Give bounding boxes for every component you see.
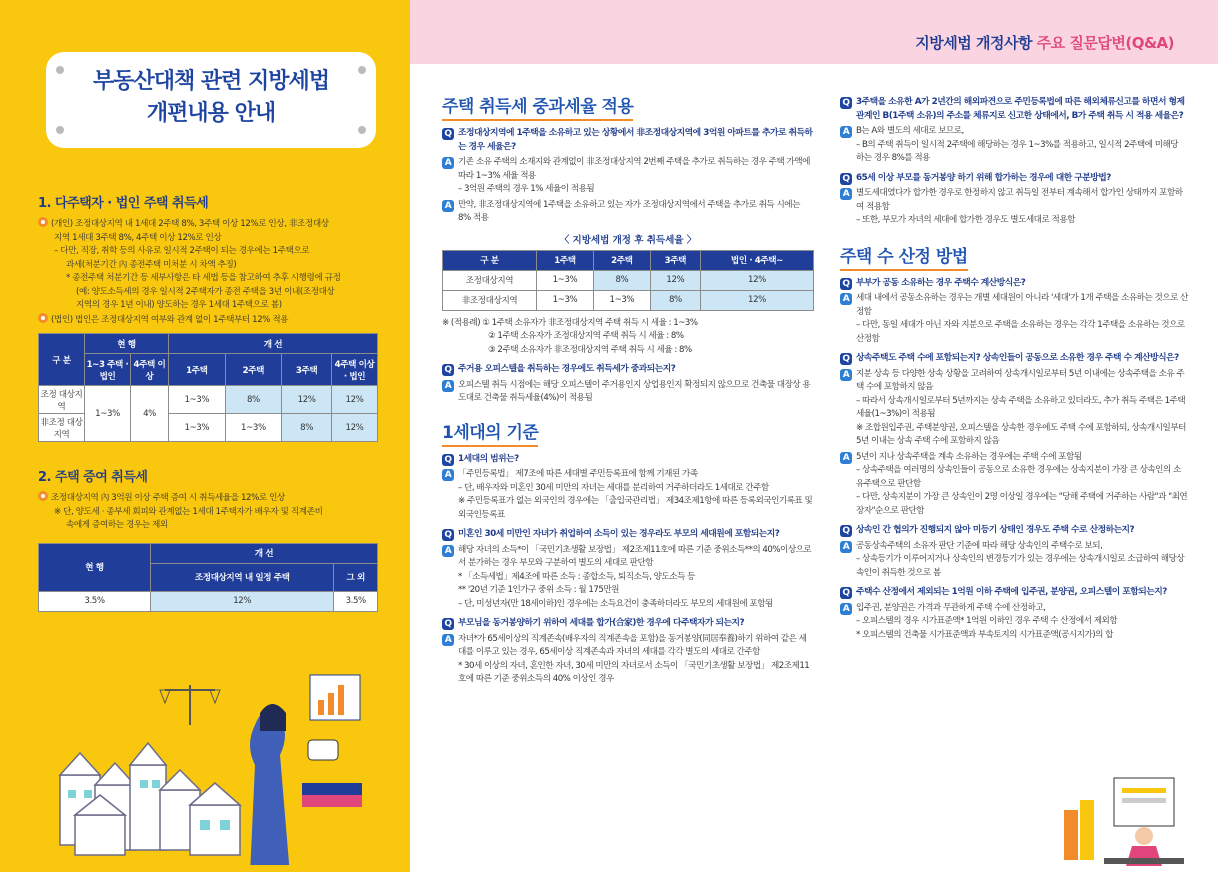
answer-9: A 세대 내에서 공동소유하는 경우는 개별 세대원이 아니라 '세대'가 1개 주택을 소유하는 것으로 산정함 — [840, 292, 1188, 319]
th-2house: 2주택 — [225, 354, 282, 386]
answer-3: A 오피스텔 취득 시점에는 해당 오피스텔이 주거용인지 상업용인지 확정되지 않으므로 건축물 대장상 용도대로 건축물 취득세율(4%)이 적용됨 — [442, 379, 814, 406]
row-adjusted: 조정 대상지역 — [39, 386, 85, 414]
cell: 3.5% — [39, 591, 151, 611]
answer-1-sub: – 3억원 주택의 경우 1% 세율이 적용됨 — [458, 184, 595, 194]
answer-8: A 별도세대였다가 합가한 경우로 한정하지 않고 취득일 전부터 계속해서 합가인 상태까지 포함하여 적용함 — [840, 187, 1188, 214]
title-box — [46, 52, 376, 148]
answer-13-sub2: * 오피스텔의 건축물 시가표준액과 부속토지의 시가표준액(공시지가)의 합 — [856, 629, 1113, 640]
rate-table-1 — [38, 333, 378, 442]
section1-title: 1. 다주택자 · 법인 주택 취득세 — [38, 196, 209, 211]
example-3: ③ 2주택 소유자가 非조정대상지역 주택 취득 시 세율 : 8% — [488, 344, 692, 355]
decor-dot — [56, 126, 64, 134]
sec1-bullet1b: 지역 1세대 3주택 8%, 4주택 이상 12%로 인상 — [54, 232, 222, 243]
bullet-icon — [38, 217, 48, 227]
bullet-icon — [38, 313, 48, 323]
question-2: Q 주거용 오피스텔을 취득하는 경우에도 취득세가 중과되는지? — [442, 363, 814, 377]
question-8: Q 부부가 공동 소유하는 경우 주택수 계산방식은? — [840, 277, 1188, 291]
cell: 12% — [151, 591, 334, 611]
question-11: Q 주택수 산정에서 제외되는 1억원 이하 주택에 입주권, 분양권, 오피스텔이 포함되는지? — [840, 586, 1188, 600]
cell: 8% — [282, 414, 332, 442]
answer-4-sub1: – 단, 배우자와 미혼인 30세 미만의 자녀는 세대를 분리하여 거주하더라도 1세대로 간주함 — [458, 482, 769, 493]
title-line1: 부동산대책 관련 지방세법 — [92, 69, 330, 94]
a-badge-icon: A — [442, 200, 454, 212]
a-badge-icon: A — [442, 545, 454, 557]
answer-6: A 자녀*가 65세이상의 직계존속(배우자의 직계존속을 포함)을 동거봉양(同居奉養)하기 위하여 같은 세대를 이루고 있는 경우, 65세이상 직계존속과 자녀의 세대를 각각 별도의 세대로 간주함 — [442, 633, 814, 660]
cell: 1~3% — [169, 414, 226, 442]
cell: 8% — [593, 270, 650, 290]
row-nonadjusted: 非조정 대상지역 — [39, 414, 85, 442]
q-badge-icon: Q — [840, 587, 852, 599]
th: 3주택 — [650, 250, 700, 270]
a-badge-icon: A — [840, 452, 852, 464]
cell: 1~3% — [169, 386, 226, 414]
a-badge-icon: A — [442, 380, 454, 392]
th-4: 4주택 이상 — [131, 354, 169, 386]
panel-right — [814, 0, 1218, 872]
header-pink: 주요 질문답변(Q&A) — [1031, 34, 1174, 52]
cell: 1~3% — [225, 414, 282, 442]
th-gubun: 구 분 — [39, 334, 85, 386]
row-label: 非조정대상지역 — [443, 290, 537, 310]
cell: 8% — [225, 386, 282, 414]
answer-1: A 기존 소유 주택의 소재지와 관계없이 非조정대상지역 2번째 주택을 추가로 취득하는 경우 주택 가액에 따라 1~3% 세율 적용 — [442, 156, 814, 183]
sec1-star1: * 종전주택 처분기간 등 세부사항은 타 세법 등을 참고하여 추후 시행령에 규정 — [66, 273, 341, 283]
q-badge-icon: Q — [840, 525, 852, 537]
question-1: Q 조정대상지역에 1주택을 소유하고 있는 상황에서 非조정대상지역에 3억원 아파트를 추가로 취득하는 경우 세율은? — [442, 127, 814, 154]
answer-11: A 5년이 지나 상속주택을 계속 소유하는 경우에는 주택 수에 포함됨 — [840, 451, 1188, 465]
sec1-bullet2: (법인) 법인은 조정대상지역 여부와 관계 없이 1주택부터 12% 적용 — [38, 313, 378, 328]
a-badge-icon: A — [442, 469, 454, 481]
answer-9-sub: – 다만, 동일 세대가 아닌 자와 지분으로 주택을 소유하는 경우는 각각 1주택을 소유하는 것으로 산정함 — [856, 320, 1185, 344]
cell-1-3: 1~3% — [85, 386, 131, 442]
answer-10: A 지분 상속 등 다양한 상속 상황을 고려하여 상속개시일로부터 5년 이내에는 상속주택을 소유 주택 수에 포함하지 않음 — [840, 368, 1188, 395]
answer-7-sub: – B의 주택 취득이 일시적 2주택에 해당하는 경우 1~3%를 적용하고, 일시적 2주택에 미해당 하는 경우 8%를 적용 — [856, 139, 1179, 163]
answer-13-sub1: – 오피스텔의 경우 시가표준액* 1억원 이하인 경우 주택 수 산정에서 제외함 — [856, 616, 1118, 626]
answer-7: A B는 A와 별도의 세대로 보므로, — [840, 125, 1188, 139]
rate-table-2 — [38, 543, 378, 612]
title-line2: 개편내용 안내 — [146, 101, 276, 126]
th-1house: 1주택 — [169, 354, 226, 386]
cell: 1~3% — [537, 270, 594, 290]
decor-dot — [358, 126, 366, 134]
example-1: ※ (적용례) ① 1주택 소유자가 非조정대상지역 주택 취득 시 세율 : 1~3% — [442, 317, 698, 328]
a-badge-icon: A — [840, 369, 852, 381]
th-other: 그 외 — [334, 563, 378, 591]
cell: 12% — [332, 414, 378, 442]
answer-4-sub2: ※ 주민등록표가 없는 외국인의 경우에는 「출입국관리법」 제34조제1항에 따른 등록외국인기록표 및 외국인등록표 — [458, 496, 813, 520]
question-7: Q 65세 이상 부모를 동거봉양 하기 위해 합가하는 경우에 대한 구분방법? — [840, 172, 1188, 186]
cell: 3.5% — [334, 591, 378, 611]
answer-11-sub2: – 다만, 상속지분이 가장 큰 상속인이 2명 이상일 경우에는 "당해 주택에 거주하는 사람"과 "최연장자"순으로 판단함 — [856, 492, 1188, 516]
sec1-star1c: 지역의 경우 1년 이내) 양도하는 경우 1세대 1주택으로 봄) — [76, 300, 282, 310]
q-badge-icon: Q — [840, 278, 852, 290]
question-10: Q 상속인 간 협의가 진행되지 않아 미등기 상태인 경우도 주택 수로 산정하는지? — [840, 524, 1188, 538]
section-title-house-count: 주택 수 산정 방법 — [840, 242, 968, 271]
a-badge-icon: A — [840, 541, 852, 553]
a-badge-icon: A — [840, 126, 852, 138]
section2-title: 2. 주택 증여 취득세 — [38, 470, 148, 485]
th: 1주택 — [537, 250, 594, 270]
panel-left — [0, 0, 410, 872]
cell: 12% — [332, 386, 378, 414]
a-badge-icon: A — [840, 188, 852, 200]
answer-10-sub1: – 따라서 상속개시일로부터 5년까지는 상속 주택을 소유하고 있더라도, 추가 취득 주택은 1주택 세율(1~3%)이 적용됨 — [856, 395, 1186, 419]
sec2-bullet1: 조정대상지역 內 3억원 이상 주택 증여 시 취득세율을 12%로 인상 — [38, 491, 378, 506]
th-4house: 4주택 이상 · 법인 — [332, 354, 378, 386]
example-2: ② 1주택 소유자가 조정대상지역 주택 취득 시 세율 : 8% — [488, 331, 684, 341]
a-badge-icon: A — [840, 293, 852, 305]
question-5: Q 부모님을 동거봉양하기 위하여 세대를 합가(合家)한 경우에 다주택자가 되는지? — [442, 617, 814, 631]
a-badge-icon: A — [442, 157, 454, 169]
reading-illustration — [1044, 770, 1194, 866]
q-badge-icon: Q — [442, 454, 454, 466]
question-3: Q 1세대의 범위는? — [442, 453, 814, 467]
rate-table-3 — [442, 250, 814, 311]
sec1-star1b: (예: 양도소득세의 경우 일시적 2주택자가 종전 주택을 3년 이내(조정대상 — [76, 286, 335, 297]
bullet-icon — [38, 491, 48, 501]
th-improved: 개 선 — [169, 334, 378, 354]
decor-dot — [358, 66, 366, 74]
th-adjusted: 조정대상지역 내 일정 주택 — [151, 563, 334, 591]
answer-8-sub: – 또한, 부모가 자녀의 세대에 합가한 경우도 별도세대로 적용함 — [856, 215, 1075, 225]
cell: 12% — [700, 290, 813, 310]
a-badge-icon: A — [840, 603, 852, 615]
th-3house: 3주택 — [282, 354, 332, 386]
q-badge-icon: Q — [442, 529, 454, 541]
answer-10-sub2: ※ 조합원입주권, 주택분양권, 오피스텔을 상속한 경우에도 주택 수에 포함하되, 상속개시일부터 5년 이내는 상속 주택 수에 포함하지 않음 — [856, 422, 1186, 446]
cell: 1~3% — [537, 290, 594, 310]
answer-6-sub1: * 30세 이상의 자녀, 혼인한 자녀, 30세 미만의 자녀로서 소득이 「국민기초생활 보장법」 제2조제11호에 따른 기준 중위소득의 40% 이상인 경우 — [458, 660, 810, 684]
cell: 12% — [650, 270, 700, 290]
q-badge-icon: Q — [840, 173, 852, 185]
th: 2주택 — [593, 250, 650, 270]
houses-illustration — [40, 665, 370, 865]
answer-4: A 「주민등록법」 제7조에 따른 세대별 주민등록표에 함께 기재된 가족 — [442, 468, 814, 482]
sec1-dash1b: 과세(처분기간 內 종전주택 미처분 시 차액 추징) — [66, 259, 237, 270]
sec1-bullet1: (개인) 조정대상지역 내 1세대 2주택 8%, 3주택 이상 12%로 인상, 非조정대상 — [38, 217, 378, 232]
answer-5-sub2: ** '20년 기준 1인가구 중위 소득 : 월 175만원 — [458, 585, 619, 595]
answer-11-sub1: – 상속주택을 여러명의 상속인들이 공동으로 소유한 경우에는 상속지분이 가장 큰 상속인의 소유주택으로 판단함 — [856, 465, 1181, 489]
sec2-noteb: 속에게 증여하는 경우는 제외 — [66, 520, 168, 530]
cell: 12% — [700, 270, 813, 290]
section-title-household: 1세대의 기준 — [442, 418, 538, 447]
a-badge-icon: A — [442, 634, 454, 646]
cell: 12% — [282, 386, 332, 414]
th-improved: 개 선 — [151, 543, 378, 563]
q-badge-icon: Q — [840, 97, 852, 109]
q-badge-icon: Q — [840, 353, 852, 365]
th-gubun: 구 분 — [443, 250, 537, 270]
th-current: 현 행 — [39, 543, 151, 591]
header-main: 지방세법 개정사항 — [915, 34, 1032, 52]
th-current: 현 행 — [85, 334, 169, 354]
question-6: Q 3주택을 소유한 A가 2년간의 해외파견으로 주민등록법에 따른 해외체류신고를 하면서 형제관계인 B(1주택 소유)의 주소를 체류지로 신고한 상태에서, B가 주택 취득 시 적용 세율은? — [840, 96, 1188, 123]
answer-2: A 만약, 非조정대상지역에 1주택을 소유하고 있는 자가 조정대상지역에서 주택을 추가로 취득 시에는 8% 적용 — [442, 199, 814, 226]
decor-dot — [56, 66, 64, 74]
th: 법인 · 4주택~ — [700, 250, 813, 270]
panel-middle — [410, 0, 814, 872]
section-title-heavy-tax: 주택 취득세 중과세율 적용 — [442, 92, 633, 121]
answer-5-sub1: * 「소득세법」제4조에 따른 소득 : 종합소득, 퇴직소득, 양도소득 등 — [458, 571, 695, 582]
answer-5-sub3: – 단, 미성년자(만 18세이하)인 경우에는 소득요건이 충족하더라도 부모의 세대원에 포함됨 — [458, 598, 773, 609]
q-badge-icon: Q — [442, 128, 454, 140]
row-label: 조정대상지역 — [443, 270, 537, 290]
answer-12: A 공동상속주택의 소유자 판단 기준에 따라 해당 상속인의 주택수로 보되, — [840, 540, 1188, 554]
th-1-3: 1~3 주택 · 법인 — [85, 354, 131, 386]
cell: 8% — [650, 290, 700, 310]
answer-5: A 해당 자녀의 소득*이 「국민기초생활 보장법」 제2조제11호에 따른 기준 중위소득**의 40%이상으로서 분가하는 경우 부모와 구분하여 별도의 세대로 판단함 — [442, 544, 814, 571]
sec2-note: ※ 단, 양도세 · 종부세 회피와 관계없는 1세대 1주택자가 배우자 및 직계존비 — [54, 506, 323, 517]
answer-13: A 입주권, 분양권은 가격과 무관하게 주택 수에 산정하고, — [840, 602, 1188, 616]
cell-4: 4% — [131, 386, 169, 442]
q-badge-icon: Q — [442, 364, 454, 376]
answer-12-sub: – 상속등기가 이루어지거나 상속인의 변경등기가 있는 경우에는 상속개시일로 소급하여 해당상속인이 취득한 것으로 봄 — [856, 554, 1185, 578]
question-9: Q 상속주택도 주택 수에 포함되는지? 상속인들이 공동으로 소유한 경우 주택 수 계산방식은? — [840, 352, 1188, 366]
sec1-dash1: – 다만, 직장, 취학 등의 사유로 일시적 2주택이 되는 경우에는 1주택으로 — [54, 246, 310, 256]
question-4: Q 미혼인 30세 미만인 자녀가 취업하여 소득이 있는 경우라도 부모의 세대원에 포함되는지? — [442, 528, 814, 542]
table-title: 〈 지방세법 개정 후 취득세율 〉 — [559, 234, 697, 246]
q-badge-icon: Q — [442, 618, 454, 630]
cell: 1~3% — [593, 290, 650, 310]
